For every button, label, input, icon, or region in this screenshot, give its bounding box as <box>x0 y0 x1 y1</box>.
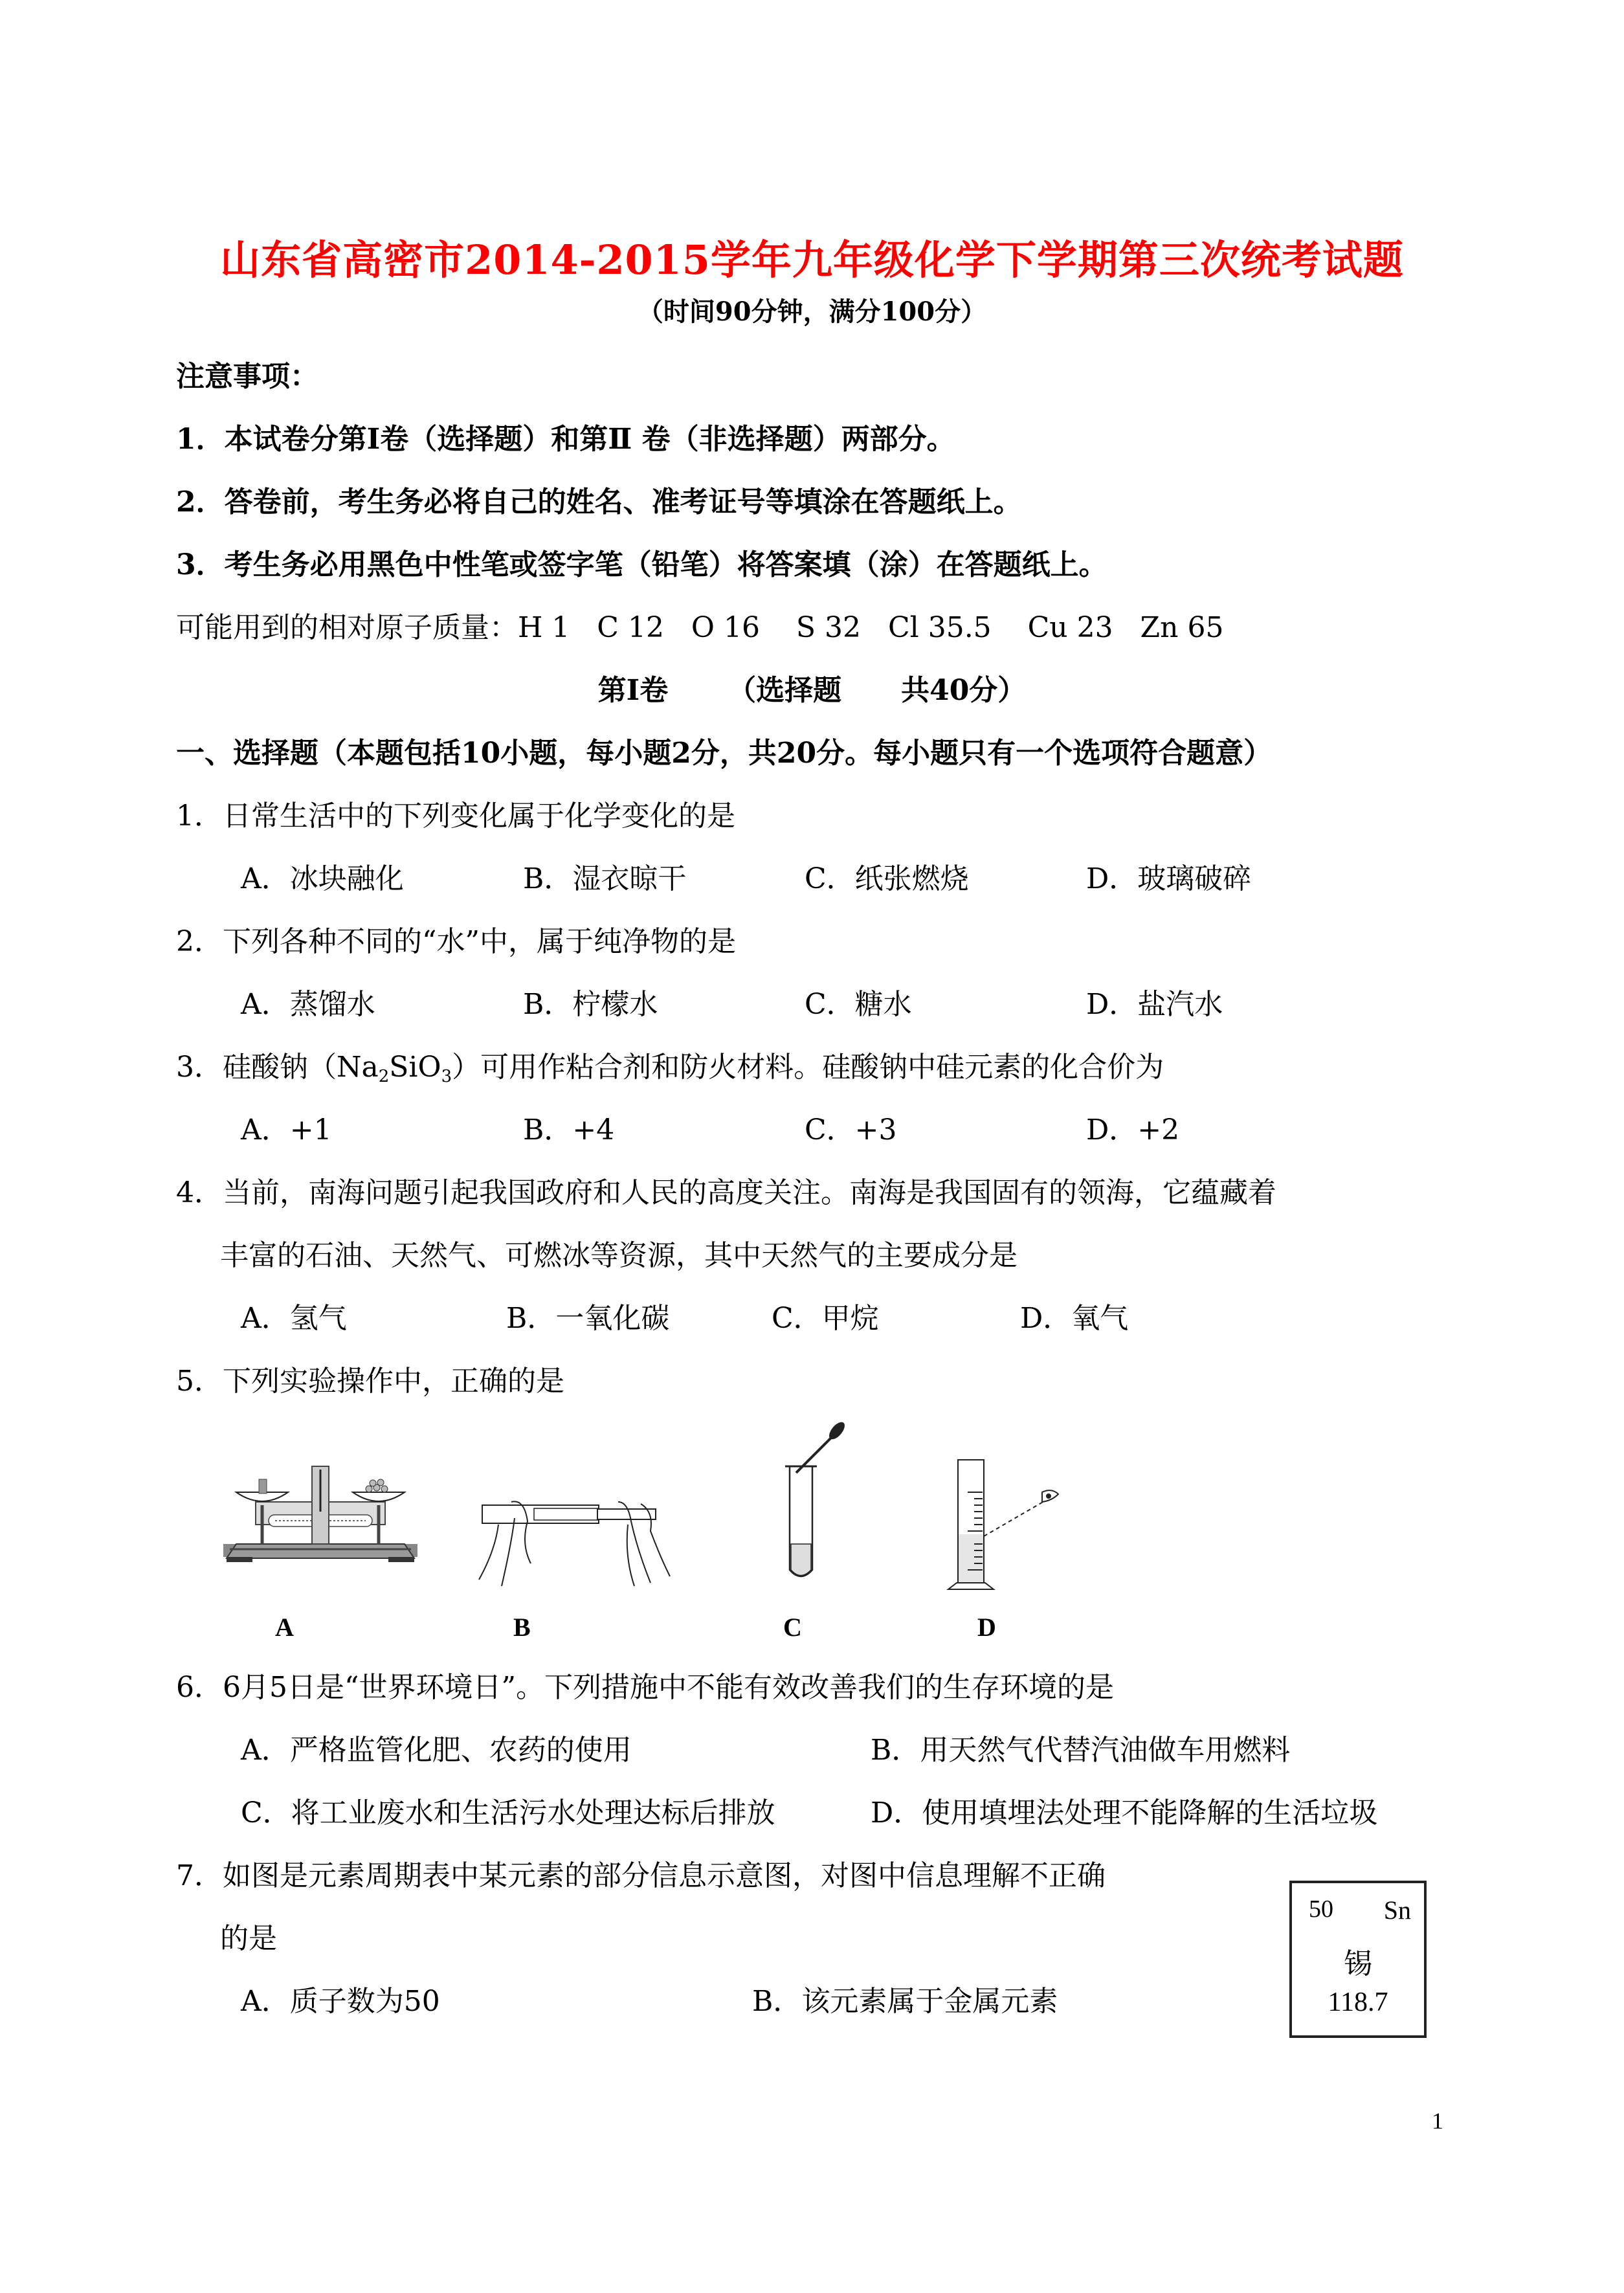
question-1-option-c[interactable]: C．纸张燃烧 <box>805 862 969 895</box>
question-1-option-b[interactable]: B．湿衣晾干 <box>523 862 687 895</box>
question-2-stem: 2．下列各种不同的“水”中，属于纯净物的是 <box>176 925 736 958</box>
subscript: 2 <box>378 1067 390 1086</box>
exam-time-score: （时间90分钟，满分100分） <box>637 296 987 327</box>
question-6-option-c[interactable]: C．将工业废水和生活污水处理达标后排放 <box>241 1796 775 1829</box>
question-2-option-c[interactable]: C．糖水 <box>805 988 912 1021</box>
question-6-option-a[interactable]: A．严格监管化肥、农药的使用 <box>241 1734 632 1767</box>
element-name: 锡 <box>1344 1947 1372 1980</box>
figure-label-a: A <box>275 1613 294 1642</box>
question-4-option-b[interactable]: B．一氧化碳 <box>506 1302 670 1335</box>
question-3-option-b[interactable]: B．+4 <box>523 1113 615 1146</box>
question-6-option-d[interactable]: D．使用填埋法处理不能降解的生活垃圾 <box>871 1796 1378 1829</box>
periodic-element-card <box>1289 1881 1427 2038</box>
figure-label-b: B <box>513 1613 531 1642</box>
stem-text: SiO <box>389 1051 441 1084</box>
question-4-option-a[interactable]: A．氢气 <box>241 1302 347 1335</box>
question-6-option-b[interactable]: B．用天然气代替汽油做车用燃料 <box>871 1734 1291 1767</box>
section-heading: 第Ⅰ卷 （选择题 共40分） <box>597 674 1027 707</box>
question-1-option-a[interactable]: A．冰块融化 <box>241 862 404 895</box>
figure-label-c: C <box>783 1613 802 1642</box>
dropper-test-tube-icon <box>780 1418 851 1586</box>
figure-label-d: D <box>977 1613 996 1642</box>
question-3-stem <box>176 1048 1164 1096</box>
note-item-3: 3．考生务必用黑色中性笔或签字笔（铅笔）将答案填（涂）在答题纸上。 <box>176 548 1107 581</box>
atomic-masses <box>176 609 1223 647</box>
document-title: 山东省高密市2014-2015学年九年级化学下学期第三次统考试题 <box>220 236 1404 284</box>
atomic-mass: 118.7 <box>1328 1987 1388 2017</box>
question-1-stem: 1．日常生活中的下列变化属于化学变化的是 <box>176 800 735 833</box>
question-4-option-d[interactable]: D．氧气 <box>1020 1302 1129 1335</box>
question-1-option-d[interactable]: D．玻璃破碎 <box>1086 862 1252 895</box>
question-2-option-b[interactable]: B．柠檬水 <box>523 988 658 1021</box>
page-number: 1 <box>1432 2108 1443 2134</box>
question-7-stem-continued: 的是 <box>220 1922 277 1955</box>
test-tube-hand-held-icon <box>476 1499 673 1589</box>
notes-heading: 注意事项： <box>176 360 318 393</box>
question-7-stem: 7．如图是元素周期表中某元素的部分信息示意图，对图中信息理解不正确 <box>176 1859 1106 1892</box>
part-title: 一、选择题（本题包括10小题，每小题2分，共20分。每小题只有一个选项符合题意） <box>176 737 1273 770</box>
stem-text: ）可用作粘合剂和防火材料。硅酸钠中硅元素的化合价为 <box>452 1051 1164 1084</box>
question-4-option-c[interactable]: C．甲烷 <box>772 1302 879 1335</box>
question-4-stem: 4．当前，南海问题引起我国政府和人民的高度关注。南海是我国固有的领海，它蕴藏着 <box>176 1176 1276 1209</box>
element-symbol: Sn <box>1383 1896 1411 1925</box>
question-4-stem-continued: 丰富的石油、天然气、可燃冰等资源，其中天然气的主要成分是 <box>220 1239 1018 1272</box>
question-3-option-d[interactable]: D．+2 <box>1086 1113 1180 1146</box>
question-7-option-b[interactable]: B．该元素属于金属元素 <box>752 1985 1058 2018</box>
subscript: 3 <box>441 1067 452 1086</box>
question-6-stem: 6．6月5日是“世界环境日”。下列措施中不能有效改善我们的生存环境的是 <box>176 1671 1114 1704</box>
question-2-option-a[interactable]: A．蒸馏水 <box>241 988 375 1021</box>
balance-scale-icon <box>223 1466 417 1563</box>
note-item-1: 1．本试卷分第Ⅰ卷（选择题）和第Ⅱ 卷（非选择题）两部分。 <box>176 423 955 456</box>
stem-text: 3．硅酸钠（Na <box>176 1051 379 1084</box>
question-5-stem: 5．下列实验操作中，正确的是 <box>176 1365 564 1398</box>
question-3-option-c[interactable]: C．+3 <box>805 1113 897 1146</box>
atomic-number: 50 <box>1309 1896 1333 1923</box>
graduated-cylinder-eye-icon <box>945 1450 1068 1593</box>
note-item-2: 2．答卷前，考生务必将自己的姓名、准考证号等填涂在答题纸上。 <box>176 486 1022 519</box>
atomic-masses-values: H 1 C 12 O 16 S 32 Cl 35.5 Cu 23 Zn 65 <box>518 611 1224 644</box>
question-7-option-a[interactable]: A．质子数为50 <box>241 1985 440 2018</box>
question-3-option-a[interactable]: A．+1 <box>241 1113 332 1146</box>
atomic-masses-label: 可能用到的相对原子质量： <box>176 611 518 644</box>
question-2-option-d[interactable]: D．盐汽水 <box>1086 988 1223 1021</box>
